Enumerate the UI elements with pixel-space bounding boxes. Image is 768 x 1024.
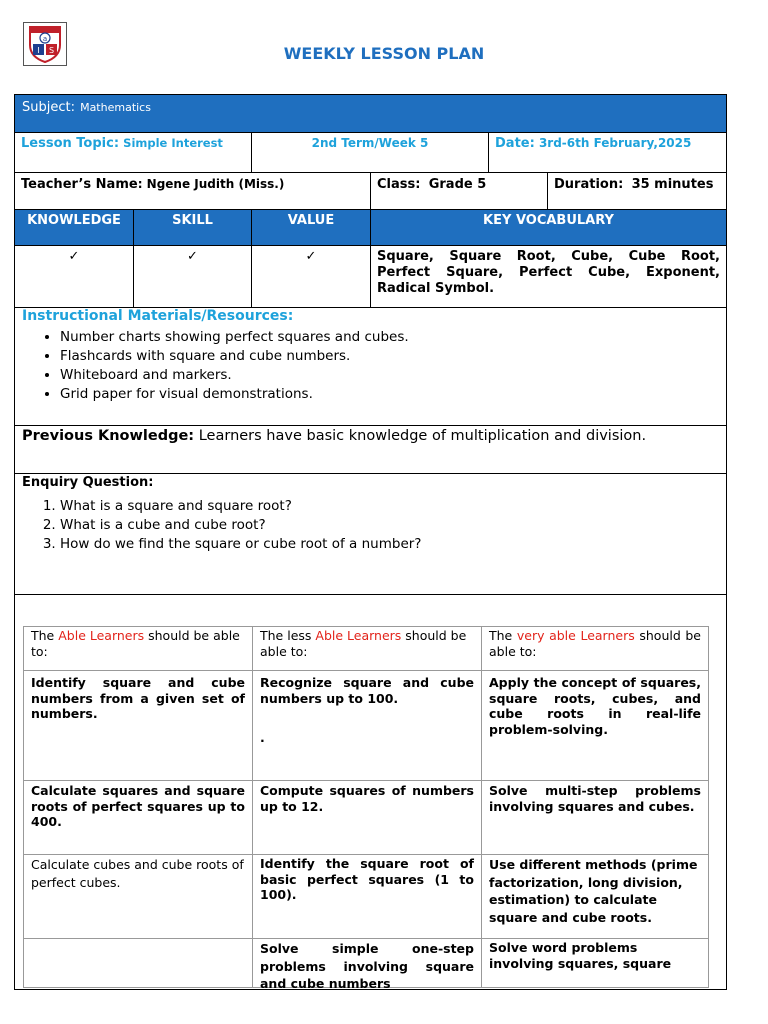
subject-value: Mathematics: [80, 101, 151, 114]
value-check: ✓: [252, 246, 371, 307]
table-row: [24, 627, 708, 671]
skill-check: ✓: [134, 246, 252, 307]
less-able-learners-header: The less Able Learners should be able to:: [253, 627, 482, 670]
duration-value: 35 minutes: [631, 177, 714, 192]
svg-text:S: S: [48, 46, 55, 55]
materials-heading: Instructional Materials/Resources:: [22, 308, 294, 324]
knowledge-header: KNOWLEDGE: [15, 210, 134, 245]
list-item: 1. What is a square and square root?: [60, 497, 726, 516]
skill-header: SKILL: [134, 210, 252, 245]
enquiry-section: [15, 474, 726, 595]
list-item: • Whiteboard and markers.: [60, 366, 726, 385]
date-label: Date:: [495, 136, 535, 151]
objectives-header-row: [15, 210, 726, 246]
value-header: VALUE: [252, 210, 371, 245]
class-label: Class:: [377, 177, 421, 192]
less-able-cell: Solve simple one-step problems involving square and cube numbers: [253, 939, 482, 987]
duration-label: Duration:: [554, 177, 624, 192]
materials-section: [15, 308, 726, 426]
svg-text:I: I: [37, 46, 40, 55]
subject-row: [15, 95, 726, 133]
key-vocabulary: Square, Square Root, Cube, Cube Root, Perfect Square, Perfect Cube, Exponent, Radical Symbol.: [377, 249, 720, 296]
list-item: • Flashcards with square and cube numbers.: [60, 347, 726, 366]
table-row: [24, 855, 708, 939]
class-value: Grade 5: [428, 177, 487, 192]
able-cell: Calculate squares and square roots of perfect squares up to 400.: [24, 781, 253, 854]
less-able-cell: Identify the square root of basic perfect squares (1 to 100).: [253, 855, 482, 938]
svg-text:a: a: [42, 35, 48, 43]
subject-label: Subject:: [22, 100, 75, 115]
list-item: 3. How do we find the square or cube root of a number?: [60, 535, 726, 554]
lesson-topic-value: Simple Interest: [123, 136, 223, 150]
table-row: [24, 939, 708, 991]
teacher-row: [15, 173, 726, 210]
very-able-learners-header: The very able Learners should be able to:: [489, 628, 702, 659]
table-row: [24, 781, 708, 855]
previous-knowledge-text: Learners have basic knowledge of multiplication and division.: [198, 428, 647, 444]
enquiry-list: [15, 497, 726, 554]
lesson-plan-table: [14, 94, 727, 990]
very-able-cell: Solve word problems involving squares, square: [489, 940, 672, 971]
table-row: [24, 671, 708, 781]
previous-knowledge-section: [15, 426, 726, 474]
term-week: 2nd Term/Week 5: [252, 133, 489, 172]
objectives-row: [15, 246, 726, 308]
less-able-cell: Compute squares of numbers up to 12.: [253, 781, 482, 854]
knowledge-check: ✓: [15, 246, 134, 307]
list-item: 2. What is a cube and cube root?: [60, 516, 726, 535]
date-value: 3rd-6th February,2025: [538, 136, 692, 150]
less-able-cell: Recognize square and cube numbers up to 100. .: [253, 671, 482, 780]
able-learners-header: The Able Learners should be able to:: [24, 627, 253, 670]
vocab-header: KEY VOCABULARY: [483, 213, 614, 228]
lesson-topic-label: Lesson Topic:: [21, 136, 120, 151]
able-cell: Identify square and cube numbers from a given set of numbers.: [24, 671, 253, 780]
able-cell: Calculate cubes and cube roots of perfect cubes.: [24, 855, 253, 938]
teacher-name-value: : Ngene Judith (Miss.): [137, 177, 285, 191]
page-title: WEEKLY LESSON PLAN: [283, 44, 485, 63]
list-item: • Number charts showing perfect squares and cubes.: [60, 328, 726, 347]
very-able-cell: Apply the concept of squares, square roots, cubes, and cube roots in real-life problem-solving.: [489, 675, 701, 737]
previous-knowledge-label: Previous Knowledge:: [22, 428, 195, 444]
lesson-topic-row: [15, 133, 726, 173]
able-cell: [24, 939, 253, 987]
teacher-name-label: Teacher’s Name: [21, 177, 138, 192]
very-able-cell: Solve multi-step problems involving squares and cubes.: [489, 783, 701, 814]
very-able-cell: Use different methods (prime factorization, long division, estimation) to calculate square and cube roots.: [489, 857, 698, 925]
differentiation-table: [23, 626, 709, 991]
list-item: • Grid paper for visual demonstrations.: [60, 385, 726, 404]
enquiry-heading: Enquiry Question:: [22, 475, 154, 490]
materials-list: [15, 328, 726, 404]
